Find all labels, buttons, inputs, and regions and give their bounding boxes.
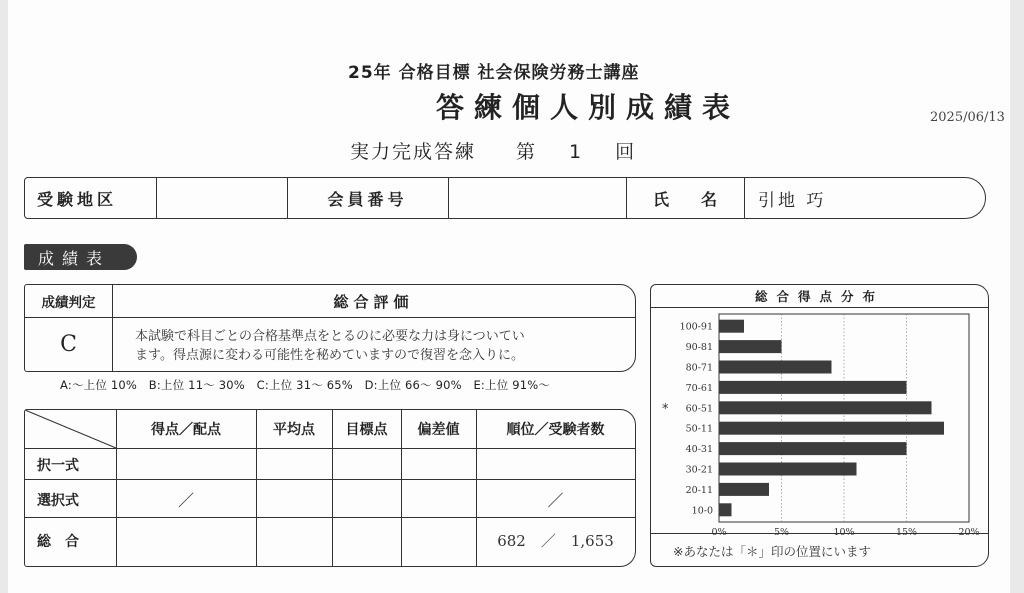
selection-score: ／ xyxy=(177,491,194,510)
bar xyxy=(719,381,907,394)
score-table xyxy=(24,409,636,567)
category-label: 90-81 xyxy=(685,342,713,354)
member-value xyxy=(448,178,626,218)
judgement-label: 成績判定 xyxy=(41,295,96,311)
bar xyxy=(719,422,944,435)
bar xyxy=(719,320,744,333)
header-score: 得点／配点 xyxy=(151,422,221,438)
eval-text-line-2: ます。得点源に変わる可能性を秘めていますので復習を念入りに。 xyxy=(135,348,524,363)
name-label: 氏 名 xyxy=(652,189,717,209)
row-label-selection: 選択式 xyxy=(37,493,79,509)
print-date: 2025/06/13 xyxy=(930,110,1005,125)
grade-value: C xyxy=(60,331,77,357)
header-average: 平均点 xyxy=(273,422,315,438)
position-marker: * xyxy=(662,401,669,417)
exam-round: 第 1 回 xyxy=(516,141,649,163)
header-target: 目標点 xyxy=(345,422,388,438)
category-label: 40-31 xyxy=(685,444,713,456)
examinee-info-bar xyxy=(24,177,986,219)
category-label: 60-51 xyxy=(685,403,713,415)
category-label: 80-71 xyxy=(685,362,713,374)
selection-rank: ／ xyxy=(547,491,564,510)
bar xyxy=(719,503,732,516)
bar xyxy=(719,442,907,455)
name-value: 引地 巧 xyxy=(758,190,827,211)
category-label: 10-0 xyxy=(691,505,713,517)
exam-name-line xyxy=(350,137,648,164)
area-value xyxy=(156,178,287,218)
row-label-multiple-choice: 択一式 xyxy=(37,458,79,474)
row-label-total: 総 合 xyxy=(37,534,79,550)
exam-name: 実力完成答練 xyxy=(350,141,477,163)
chart-title: 総合得点分布 xyxy=(754,289,884,304)
bar xyxy=(719,463,857,476)
category-label: 50-11 xyxy=(685,423,713,435)
grade-legend: A:～上位 10% B:上位 11～ 30% C:上位 31～ 65% D:上位 66～ 90% E:上位 91%～ xyxy=(60,378,551,392)
category-label: 100-91 xyxy=(679,321,713,333)
chart-note: ※あなたは「＊」印の位置にいます xyxy=(673,544,871,559)
header-rank: 順位／受験者数 xyxy=(506,422,605,438)
course-title: 25年 合格目標 社会保険労務士講座 xyxy=(348,63,640,83)
bar xyxy=(719,340,782,353)
judgement-box xyxy=(24,284,636,372)
header-deviation: 偏差値 xyxy=(417,422,460,438)
header-diagonal xyxy=(25,410,116,448)
bar xyxy=(719,483,769,496)
score-distribution-panel xyxy=(650,284,989,567)
total-rank: 682 ／ 1,653 xyxy=(497,532,614,550)
category-label: 20-11 xyxy=(685,484,713,496)
area-label: 受験地区 xyxy=(37,189,118,209)
eval-text-line-1: 本試験で科目ごとの合格基準点をとるのに必要な力は身についてい xyxy=(135,329,525,344)
member-label: 会員番号 xyxy=(327,189,408,209)
bar xyxy=(719,361,832,374)
category-label: 70-61 xyxy=(685,382,713,394)
bar xyxy=(719,401,932,414)
category-label: 30-21 xyxy=(685,464,713,476)
distribution-chart xyxy=(651,308,987,530)
eval-label: 総合評価 xyxy=(333,292,414,311)
report-title: 答練個人別成績表 xyxy=(436,91,741,124)
section-title: 成績表 xyxy=(24,244,137,270)
